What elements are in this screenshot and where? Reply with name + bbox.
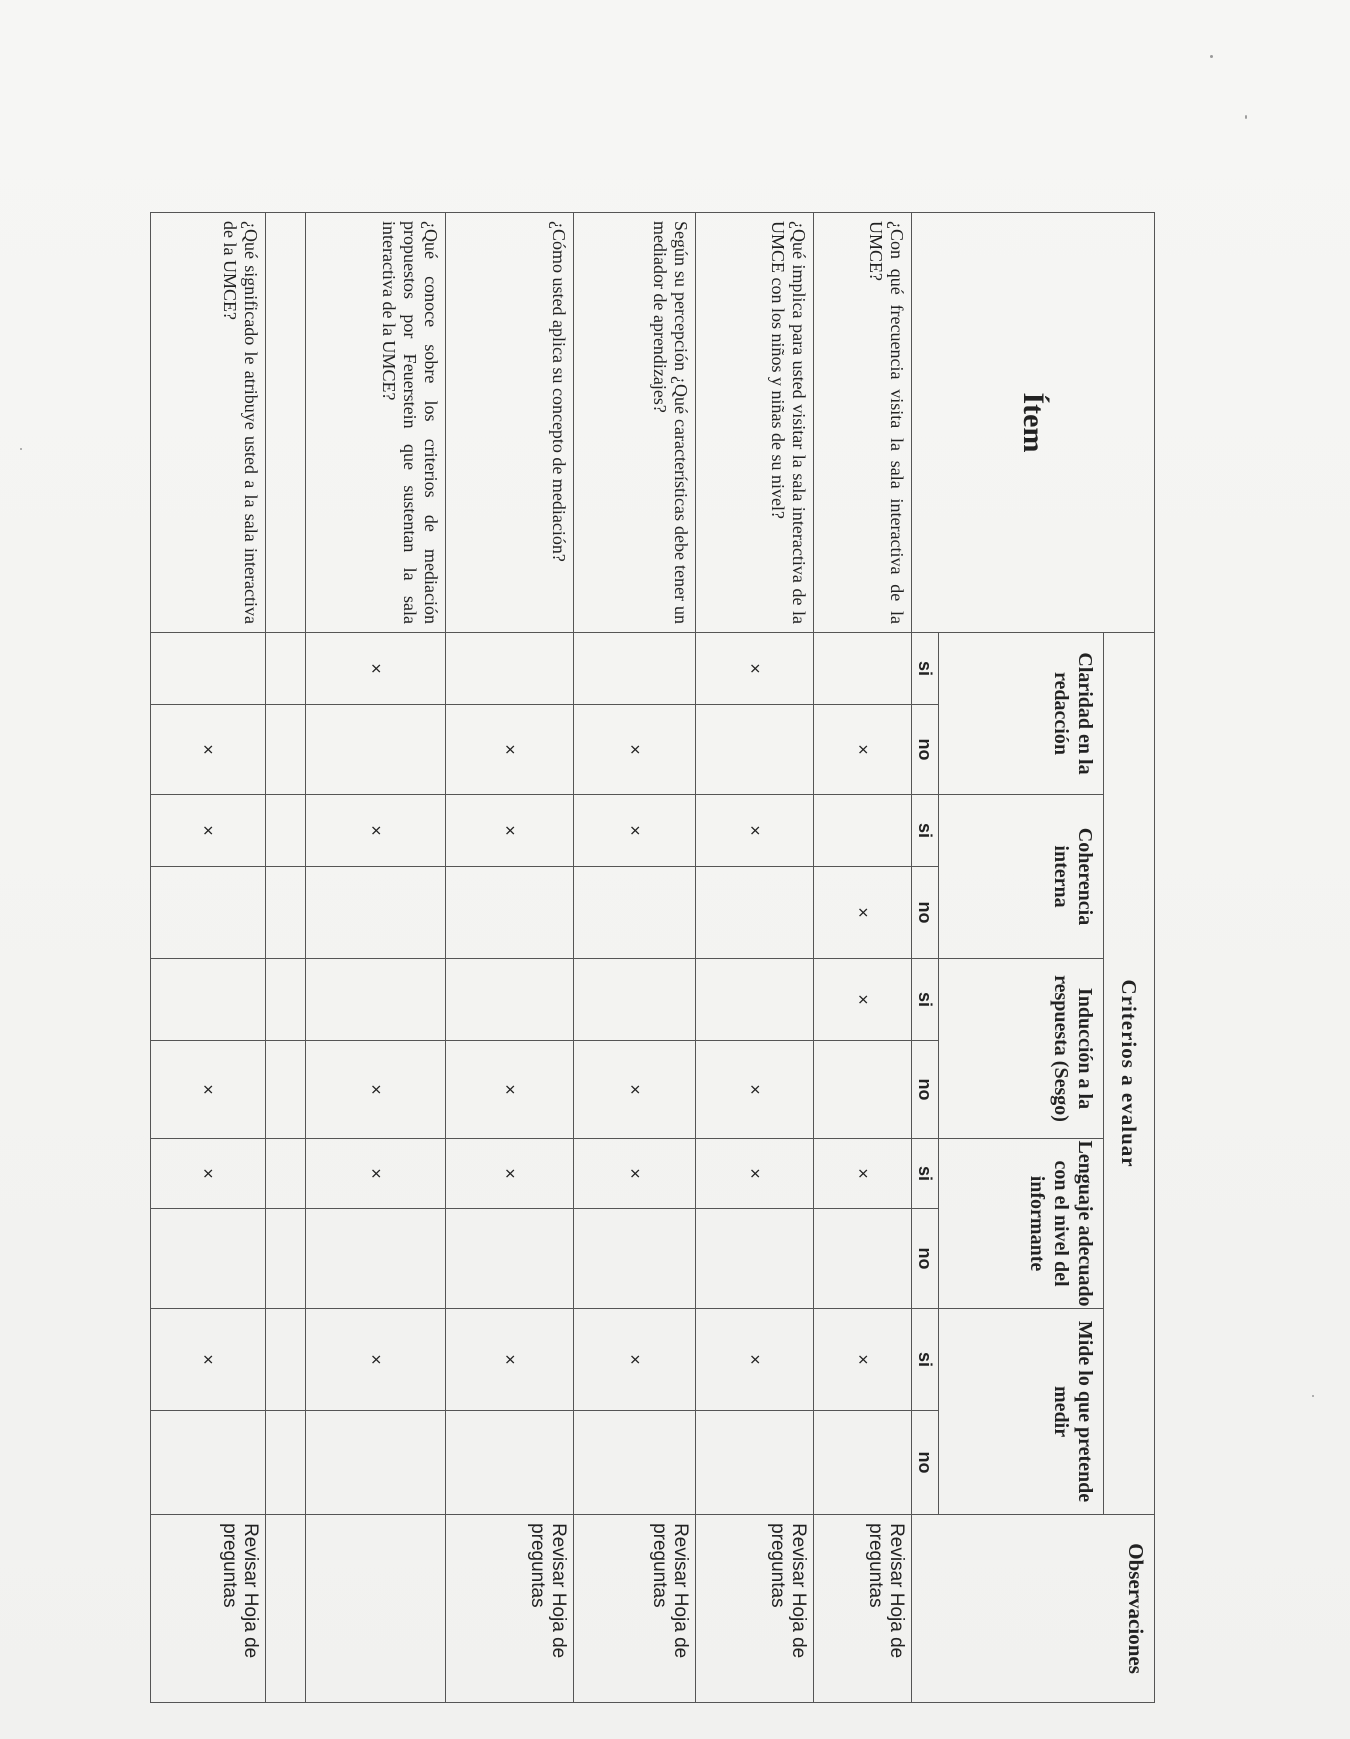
si-mark-cell: × bbox=[306, 795, 446, 867]
si-mark-cell: × bbox=[696, 1309, 814, 1411]
si-mark-cell: × bbox=[814, 1139, 912, 1209]
observaciones-header: Observaciones bbox=[912, 1515, 1155, 1703]
no-mark-cell bbox=[696, 867, 814, 959]
no-mark-cell bbox=[266, 1209, 306, 1309]
si-mark-cell: × bbox=[574, 795, 696, 867]
no-mark-cell: × bbox=[151, 705, 266, 795]
criterion-header: Coherencia interna bbox=[939, 795, 1104, 959]
no-mark-cell bbox=[446, 1209, 574, 1309]
item-question: ¿Con qué frecuencia visita la sala interactiva de la UMCE? bbox=[814, 213, 912, 633]
scan-speck bbox=[20, 448, 22, 450]
no-mark-cell bbox=[306, 705, 446, 795]
no-mark-cell bbox=[574, 867, 696, 959]
no-label: no bbox=[912, 1411, 939, 1515]
no-mark-cell: × bbox=[814, 867, 912, 959]
observation-cell: Revisar Hoja de preguntas bbox=[696, 1515, 814, 1703]
no-mark-cell bbox=[814, 1209, 912, 1309]
no-mark-cell bbox=[696, 1209, 814, 1309]
no-mark-cell: × bbox=[814, 705, 912, 795]
no-mark-cell bbox=[814, 1041, 912, 1139]
no-mark-cell bbox=[306, 1209, 446, 1309]
si-mark-cell bbox=[151, 959, 266, 1041]
si-mark-cell: × bbox=[696, 633, 814, 705]
observation-cell: Revisar Hoja de preguntas bbox=[151, 1515, 266, 1703]
si-label: si bbox=[912, 1139, 939, 1209]
table-row bbox=[574, 213, 696, 1703]
evaluation-table bbox=[150, 212, 1155, 1703]
criterion-header: Claridad en la redacción bbox=[939, 633, 1104, 795]
si-mark-cell bbox=[266, 1309, 306, 1411]
si-mark-cell: × bbox=[814, 959, 912, 1041]
table-row bbox=[266, 213, 306, 1703]
si-mark-cell bbox=[266, 1139, 306, 1209]
criterios-header: Criterios a evaluar bbox=[1104, 633, 1155, 1515]
no-mark-cell bbox=[266, 867, 306, 959]
si-mark-cell: × bbox=[446, 1309, 574, 1411]
si-label: si bbox=[912, 959, 939, 1041]
si-mark-cell: × bbox=[446, 795, 574, 867]
criterion-header: Lenguaje adecuado con el nivel del informante bbox=[939, 1139, 1104, 1309]
table-row bbox=[696, 213, 814, 1703]
no-mark-cell bbox=[306, 867, 446, 959]
item-question: Según su percepción ¿Qué características debe tener un mediador de aprendizajes? bbox=[574, 213, 696, 633]
item-question: ¿Qué implica para usted visitar la sala interactiva de la UMCE con los niños y niñas de su nivel? bbox=[696, 213, 814, 633]
item-question: ¿Cómo usted aplica su concepto de mediación? bbox=[446, 213, 574, 633]
no-label: no bbox=[912, 867, 939, 959]
criterion-header: Inducción a la respuesta (Sesgo) bbox=[939, 959, 1104, 1139]
si-mark-cell: × bbox=[306, 633, 446, 705]
si-mark-cell bbox=[266, 959, 306, 1041]
si-mark-cell: × bbox=[151, 1309, 266, 1411]
si-mark-cell: × bbox=[814, 1309, 912, 1411]
si-label: si bbox=[912, 795, 939, 867]
si-mark-cell: × bbox=[151, 1139, 266, 1209]
no-mark-cell bbox=[266, 1411, 306, 1515]
si-mark-cell bbox=[814, 633, 912, 705]
scan-speck bbox=[1210, 55, 1213, 58]
item-question: ¿Qué significado le atribuye usted a la sala interactiva de la UMCE? bbox=[151, 213, 266, 633]
si-label: si bbox=[912, 1309, 939, 1411]
item-question: ¿Qué conoce sobre los criterios de mediación propuestos por Feuerstein que sustentan la sala interactiva de la UMCE? bbox=[306, 213, 446, 633]
si-mark-cell bbox=[696, 959, 814, 1041]
si-mark-cell bbox=[446, 959, 574, 1041]
scan-speck bbox=[1312, 1395, 1314, 1397]
no-mark-cell bbox=[814, 1411, 912, 1515]
observation-cell: Revisar Hoja de preguntas bbox=[574, 1515, 696, 1703]
si-mark-cell bbox=[151, 633, 266, 705]
no-mark-cell bbox=[151, 1209, 266, 1309]
si-mark-cell bbox=[446, 633, 574, 705]
rotated-evaluation-table bbox=[165, 212, 1155, 1702]
no-mark-cell bbox=[306, 1411, 446, 1515]
no-mark-cell: × bbox=[574, 705, 696, 795]
no-mark-cell bbox=[696, 1411, 814, 1515]
item-header: Ítem bbox=[912, 213, 1155, 633]
si-mark-cell: × bbox=[446, 1139, 574, 1209]
si-mark-cell bbox=[306, 959, 446, 1041]
table-row bbox=[306, 213, 446, 1703]
no-mark-cell bbox=[266, 1041, 306, 1139]
no-mark-cell bbox=[574, 1411, 696, 1515]
no-mark-cell bbox=[151, 867, 266, 959]
table-row bbox=[814, 213, 912, 1703]
si-mark-cell: × bbox=[574, 1139, 696, 1209]
observation-cell bbox=[306, 1515, 446, 1703]
table-row bbox=[151, 213, 266, 1703]
observation-cell: Revisar Hoja de preguntas bbox=[446, 1515, 574, 1703]
no-label: no bbox=[912, 1041, 939, 1139]
observation-cell: Revisar Hoja de preguntas bbox=[814, 1515, 912, 1703]
no-label: no bbox=[912, 1209, 939, 1309]
si-mark-cell bbox=[266, 795, 306, 867]
criterion-header: Mide lo que pretende medir bbox=[939, 1309, 1104, 1515]
no-mark-cell: × bbox=[574, 1041, 696, 1139]
item-question bbox=[266, 213, 306, 633]
no-mark-cell bbox=[266, 705, 306, 795]
si-mark-cell bbox=[266, 633, 306, 705]
si-mark-cell: × bbox=[574, 1309, 696, 1411]
no-mark-cell bbox=[446, 1411, 574, 1515]
scan-speck bbox=[1245, 115, 1247, 119]
si-mark-cell: × bbox=[306, 1139, 446, 1209]
si-mark-cell: × bbox=[696, 795, 814, 867]
si-mark-cell: × bbox=[306, 1309, 446, 1411]
no-mark-cell bbox=[574, 1209, 696, 1309]
si-mark-cell bbox=[814, 795, 912, 867]
no-mark-cell bbox=[696, 705, 814, 795]
si-mark-cell bbox=[574, 959, 696, 1041]
no-mark-cell: × bbox=[151, 1041, 266, 1139]
no-mark-cell: × bbox=[306, 1041, 446, 1139]
si-mark-cell: × bbox=[151, 795, 266, 867]
table-row bbox=[446, 213, 574, 1703]
si-mark-cell bbox=[574, 633, 696, 705]
table-body bbox=[151, 213, 912, 1703]
no-label: no bbox=[912, 705, 939, 795]
no-mark-cell bbox=[151, 1411, 266, 1515]
observation-cell bbox=[266, 1515, 306, 1703]
no-mark-cell: × bbox=[696, 1041, 814, 1139]
no-mark-cell: × bbox=[446, 705, 574, 795]
no-mark-cell bbox=[446, 867, 574, 959]
no-mark-cell: × bbox=[446, 1041, 574, 1139]
si-mark-cell: × bbox=[696, 1139, 814, 1209]
si-label: si bbox=[912, 633, 939, 705]
